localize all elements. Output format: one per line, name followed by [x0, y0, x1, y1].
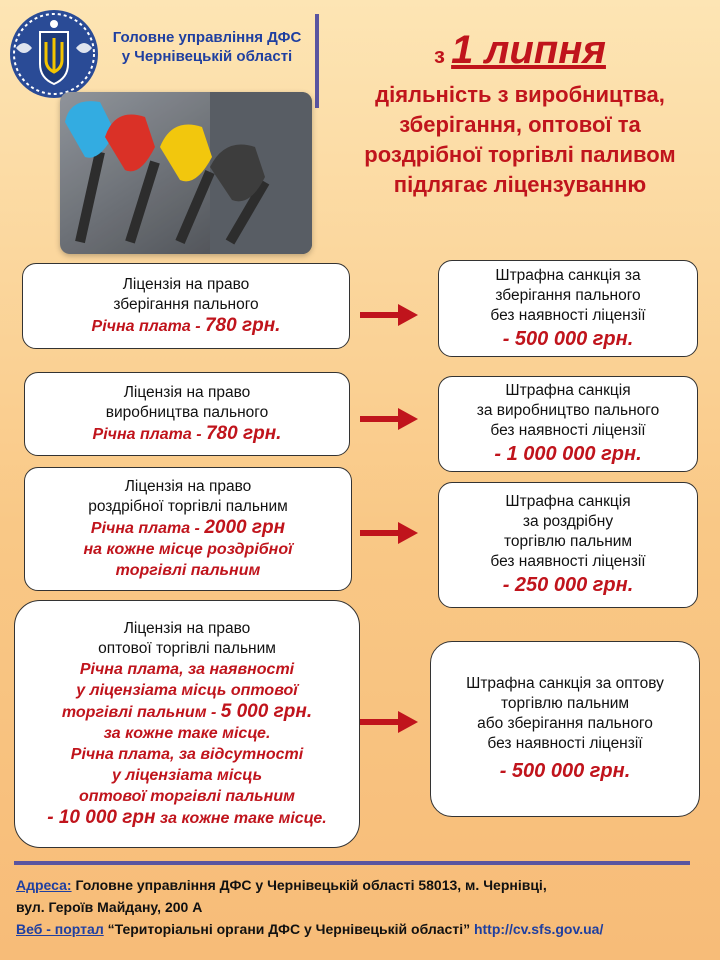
- address-text: Головне управління ДФС у Чернівецькій області 58013, м. Чернівці,: [71, 877, 547, 893]
- license-title: роздрібної торгівлі пальним: [88, 498, 288, 515]
- fine-text: Штрафна санкція за: [495, 266, 641, 284]
- license-fee: на кожне місце роздрібної: [83, 541, 293, 558]
- license-title: Ліцензія на право: [123, 620, 251, 637]
- fine-amount: - 250 000 грн.: [502, 574, 634, 596]
- license-fee: у ліцензіата місць оптової: [76, 682, 298, 699]
- license-box-storage: [22, 263, 350, 349]
- fine-text: Штрафна санкція: [505, 493, 631, 510]
- fine-text: без наявності ліцензії: [490, 553, 646, 570]
- headline-date: [325, 28, 715, 78]
- fine-amount: - 1 000 000 грн.: [494, 443, 642, 465]
- footer-address-line2: вул. Героїв Майдану, 200 А: [16, 899, 203, 915]
- license-fee: Річна плата - 780 грн.: [91, 315, 281, 336]
- fuel-pump-photo: [60, 92, 312, 254]
- footer-portal: [16, 918, 716, 940]
- fine-text: торгівлю пальним: [500, 695, 630, 712]
- license-fee: Річна плата - 2000 грн: [90, 517, 286, 538]
- headline-prefix: з: [434, 43, 445, 68]
- footer-divider: [14, 861, 690, 865]
- license-title: Ліцензія на право: [124, 478, 252, 495]
- arrow-right-icon: [360, 408, 418, 430]
- license-fee: - 10 000 грн за кожне таке місце.: [47, 807, 327, 828]
- license-title: оптової торгівлі пальним: [98, 640, 276, 657]
- address-label: Адреса:: [16, 877, 72, 893]
- org-name-line1: Головне управління ДФС: [112, 29, 302, 46]
- arrow-right-icon: [360, 711, 418, 733]
- fine-box-retail: [438, 482, 698, 608]
- headline: [325, 28, 715, 200]
- license-fee: Річна плата, за відсутності: [70, 746, 304, 763]
- fine-text: зберігання пального: [495, 286, 641, 304]
- license-title: Ліцензія на право: [122, 276, 250, 293]
- org-name-line2: у Чернівецькій області: [121, 48, 293, 65]
- fine-box-storage: [438, 260, 698, 357]
- headline-line: роздрібної торгівлі паливом: [364, 142, 676, 167]
- license-box-retail: [24, 467, 352, 591]
- license-fee: оптової торгівлі пальним: [79, 788, 295, 805]
- fine-amount: - 500 000 грн.: [502, 327, 634, 350]
- portal-label: Веб - портал: [16, 921, 104, 937]
- fine-box-production: [438, 376, 698, 472]
- footer: [16, 874, 716, 940]
- license-title: зберігання пального: [113, 296, 259, 313]
- headline-line: зберігання, оптової та: [399, 112, 641, 137]
- license-fee: у ліцензіата місць: [111, 767, 263, 784]
- license-fee: Річна плата - 780 грн.: [92, 423, 282, 444]
- license-box-production: [24, 372, 350, 456]
- headline-line: підлягає ліцензуванню: [393, 172, 647, 197]
- license-fee: Річна плата, за наявності: [79, 661, 295, 678]
- license-title: Ліцензія на право: [123, 384, 251, 401]
- license-fee: торгівлі пальним - 5 000 грн.: [61, 701, 313, 722]
- arrow-right-icon: [360, 522, 418, 544]
- org-name: [104, 28, 310, 66]
- fine-text: без наявності ліцензії: [490, 306, 646, 324]
- fine-amount: - 500 000 грн.: [499, 760, 631, 782]
- fine-text: без наявності ліцензії: [487, 735, 643, 752]
- headline-date-value: 1 липня: [451, 28, 606, 72]
- portal-link[interactable]: http://cv.sfs.gov.ua/: [473, 921, 604, 937]
- fine-box-wholesale: [430, 641, 700, 817]
- arrow-right-icon: [360, 304, 418, 326]
- headline-line: діяльність з виробництва,: [375, 82, 665, 107]
- license-title: виробництва пального: [105, 404, 269, 421]
- license-fee: торгівлі пальним: [115, 562, 261, 579]
- emblem-logo: [8, 8, 100, 100]
- fine-text: торгівлю пальним: [503, 533, 633, 550]
- fine-text: Штрафна санкція за оптову: [466, 675, 664, 692]
- portal-text: “Територіальні органи ДФС у Чернівецькій області”: [103, 921, 474, 937]
- license-fee: за кожне таке місце.: [103, 725, 271, 742]
- fine-text: без наявності ліцензії: [490, 422, 646, 439]
- fine-text: або зберігання пального: [477, 715, 653, 732]
- license-box-wholesale: [14, 600, 360, 848]
- headline-text: [325, 80, 715, 200]
- footer-address: [16, 874, 716, 896]
- fine-text: за виробництво пального: [476, 402, 660, 419]
- vertical-divider: [315, 14, 319, 108]
- fine-text: Штрафна санкція: [505, 382, 631, 399]
- fine-text: за роздрібну: [522, 513, 614, 530]
